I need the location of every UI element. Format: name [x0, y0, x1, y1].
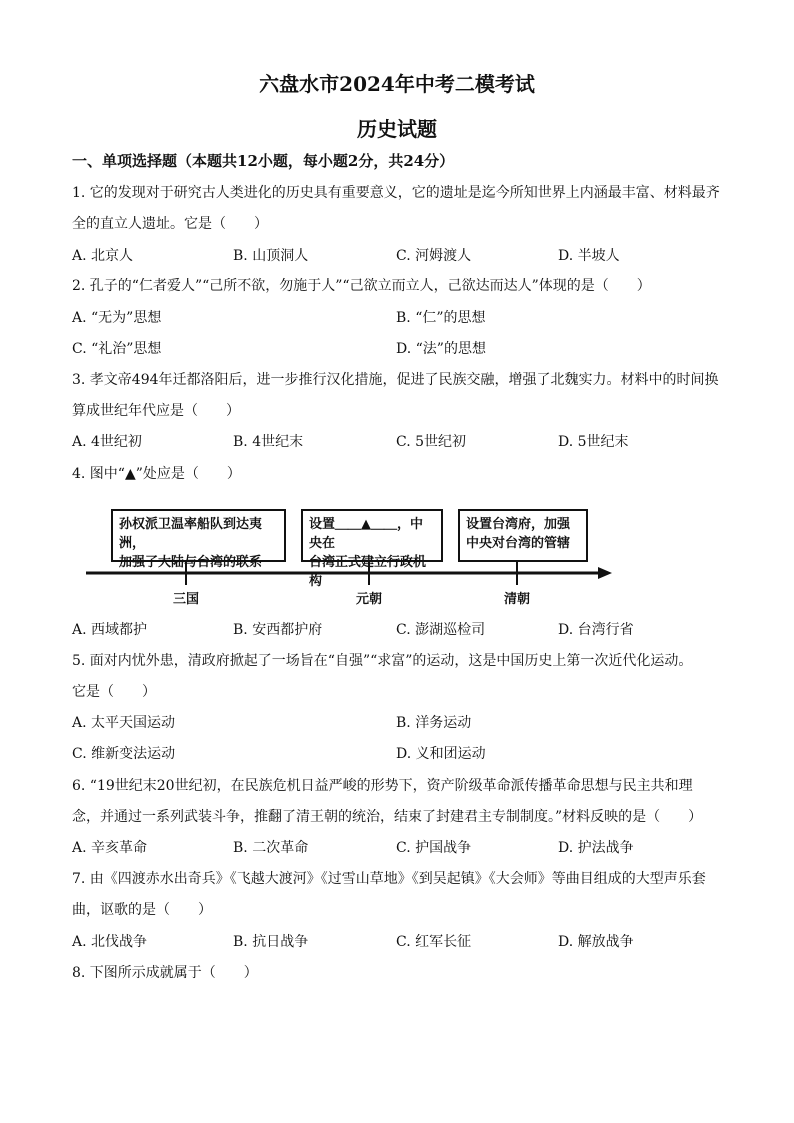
question-6-option-c: C. 护国战争 [396, 840, 472, 856]
timeline-box-3-line-2: 中央对台湾的管辖 [466, 536, 571, 551]
question-4-option-c: C. 澎湖巡检司 [396, 622, 486, 638]
timeline-label-qing: 清朝 [504, 592, 531, 607]
question-6-option-d: D. 护法战争 [558, 840, 634, 856]
question-7-option-d: D. 解放战争 [558, 934, 634, 950]
question-7-line-2: 曲，讴歌的是（ ） [72, 902, 212, 918]
question-3-option-c: C. 5世纪初 [396, 434, 467, 450]
timeline-label-yuan: 元朝 [356, 592, 383, 607]
exam-subtitle: 历史试题 [357, 117, 437, 141]
question-1-option-c: C. 河姆渡人 [396, 248, 472, 264]
question-2-option-d: D. “法”的思想 [396, 341, 486, 357]
question-5-option-a: A. 太平天国运动 [72, 715, 176, 731]
question-1-line-1: 1. 它的发现对于研究古人类进化的历史具有重要意义，它的遗址是迄今所知世界上内涵最丰富、材料最齐 [72, 185, 720, 201]
timeline-axis [80, 506, 620, 606]
timeline-box-1-line-1: 孙权派卫温率船队到达夷洲， [119, 517, 263, 551]
exam-title: 六盘水市2024年中考二模考试 [259, 72, 535, 96]
question-6-option-a: A. 辛亥革命 [72, 840, 148, 856]
question-1-option-b: B. 山顶洞人 [233, 248, 309, 264]
question-5-line-2: 它是（ ） [72, 684, 156, 700]
question-2-line-1: 2. 孔子的“仁者爱人”“己所不欲，勿施于人”“己欲立而立人，己欲达而达人”体现的是（ ） [72, 278, 651, 294]
question-2-option-b: B. “仁”的思想 [396, 310, 486, 326]
question-4-option-a: A. 西域都护 [72, 622, 148, 638]
question-4-line-1: 4. 图中“▲”处应是（ ） [72, 466, 241, 482]
question-5-option-d: D. 义和团运动 [396, 746, 486, 762]
question-1-option-d: D. 半坡人 [558, 248, 620, 264]
section-heading: 一、单项选择题（本题共12小题，每小题2分，共24分） [72, 152, 455, 170]
timeline-box-1-line-2: 加强了大陆与台湾的联系 [119, 555, 263, 570]
question-5-option-c: C. 维新变法运动 [72, 746, 176, 762]
question-1-line-2: 全的直立人遗址。它是（ ） [72, 216, 268, 232]
question-6-line-1: 6. “19世纪末20世纪初，在民族危机日益严峻的形势下，资产阶级革命派传播革命思想与民主共和理 [72, 778, 693, 794]
question-4-option-d: D. 台湾行省 [558, 622, 634, 638]
question-5-option-b: B. 洋务运动 [396, 715, 472, 731]
timeline-figure [80, 506, 620, 606]
question-1-option-a: A. 北京人 [72, 248, 134, 264]
question-7-option-b: B. 抗日战争 [233, 934, 309, 950]
timeline-box-3-line-1: 设置台湾府，加强 [466, 517, 571, 532]
question-2-option-c: C. “礼治”思想 [72, 341, 162, 357]
question-3-option-d: D. 5世纪末 [558, 434, 629, 450]
timeline-arrow-head [598, 567, 612, 579]
timeline-box-2-line-1: 设置＿＿▲＿＿，中央在 [309, 517, 423, 551]
question-7-option-a: A. 北伐战争 [72, 934, 148, 950]
timeline-label-three-kingdoms: 三国 [173, 592, 200, 607]
question-3-option-a: A. 4世纪初 [72, 434, 142, 450]
question-4-option-b: B. 安西都护府 [233, 622, 323, 638]
question-7-option-c: C. 红军长征 [396, 934, 472, 950]
question-6-line-2: 念，并通过一系列武装斗争，推翻了清王朝的统治，结束了封建君主专制制度。”材料反映的是（ ） [72, 809, 703, 825]
question-7-line-1: 7. 由《四渡赤水出奇兵》《飞越大渡河》《过雪山草地》《到吴起镇》《大会师》等曲目组成的大型声乐套 [72, 871, 706, 887]
question-2-option-a: A. “无为”思想 [72, 310, 162, 326]
question-3-option-b: B. 4世纪末 [233, 434, 304, 450]
timeline-box-2-line-2: 台湾正式建立行政机构 [309, 555, 427, 589]
question-3-line-2: 算成世纪年代应是（ ） [72, 403, 240, 419]
question-8-line-1: 8. 下图所示成就属于（ ） [72, 965, 258, 981]
question-3-line-1: 3. 孝文帝494年迁都洛阳后，进一步推行汉化措施，促进了民族交融，增强了北魏实力。材料中的时间换 [72, 372, 719, 388]
question-5-line-1: 5. 面对内忧外患，清政府掀起了一场旨在“自强”“求富”的运动，这是中国历史上第一次近代化运动。 [72, 653, 693, 669]
question-6-option-b: B. 二次革命 [233, 840, 309, 856]
